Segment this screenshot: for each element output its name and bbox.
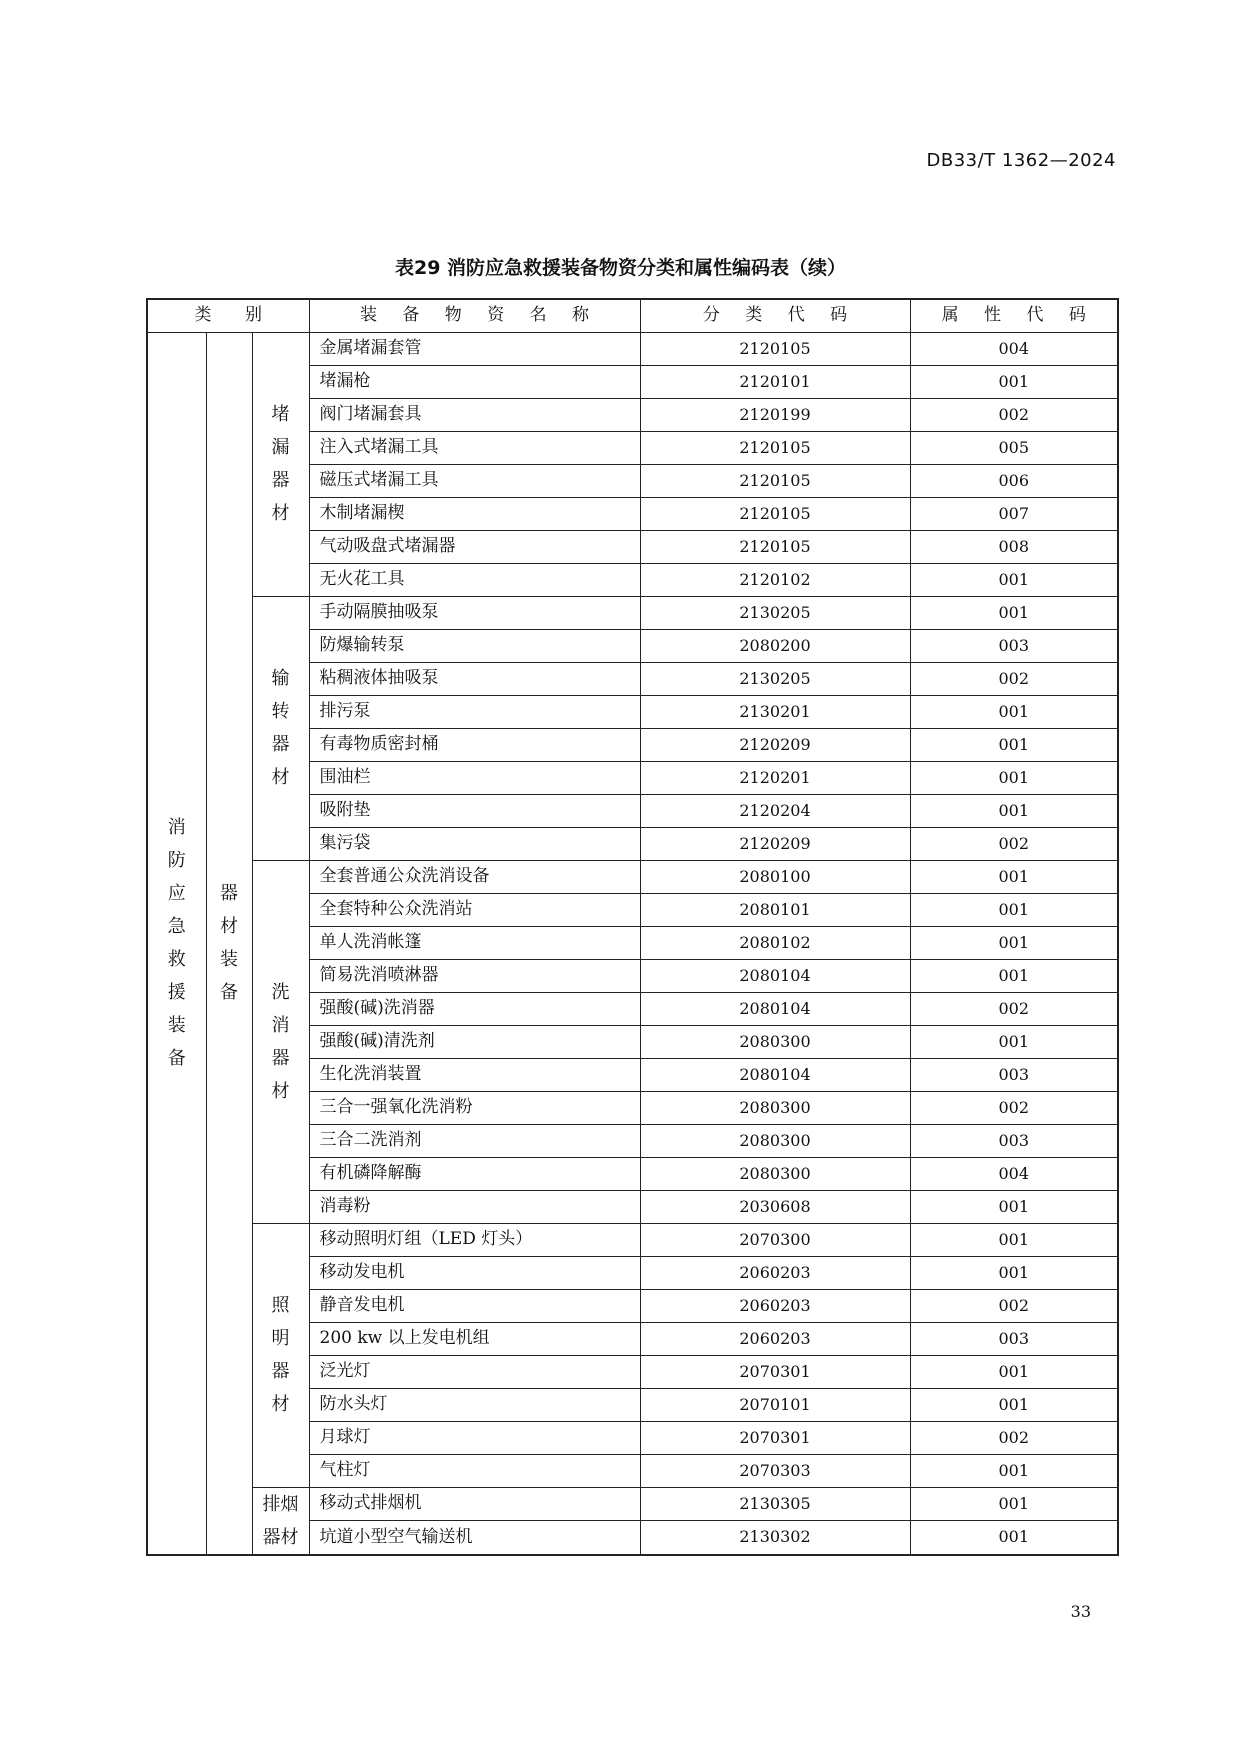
classification-code: 2120105 xyxy=(640,431,910,464)
classification-code: 2080200 xyxy=(640,629,910,662)
attribute-code: 007 xyxy=(910,497,1118,530)
classification-code: 2080100 xyxy=(640,860,910,893)
attribute-code: 001 xyxy=(910,1388,1118,1421)
classification-code: 2070300 xyxy=(640,1223,910,1256)
classification-code: 2060203 xyxy=(640,1322,910,1355)
classification-code: 2120105 xyxy=(640,464,910,497)
group-label: 堵漏器材 xyxy=(252,332,309,596)
attribute-code: 001 xyxy=(910,1487,1118,1521)
classification-code: 2080104 xyxy=(640,959,910,992)
item-name: 全套特种公众洗消站 xyxy=(309,893,640,926)
item-name: 粘稠液体抽吸泵 xyxy=(309,662,640,695)
table-row xyxy=(147,1487,1118,1521)
attribute-code: 001 xyxy=(910,959,1118,992)
classification-code: 2080300 xyxy=(640,1091,910,1124)
attribute-code: 008 xyxy=(910,530,1118,563)
item-name: 注入式堵漏工具 xyxy=(309,431,640,464)
attribute-code: 004 xyxy=(910,1157,1118,1190)
attribute-code: 001 xyxy=(910,761,1118,794)
classification-code: 2070101 xyxy=(640,1388,910,1421)
item-name: 三合二洗消剂 xyxy=(309,1124,640,1157)
attribute-code: 003 xyxy=(910,1322,1118,1355)
attribute-code: 001 xyxy=(910,728,1118,761)
table-row xyxy=(147,596,1118,629)
classification-code: 2130205 xyxy=(640,662,910,695)
classification-code: 2080101 xyxy=(640,893,910,926)
classification-code: 2120199 xyxy=(640,398,910,431)
item-name: 强酸(碱)清洗剂 xyxy=(309,1025,640,1058)
attribute-code: 001 xyxy=(910,563,1118,596)
item-name: 生化洗消装置 xyxy=(309,1058,640,1091)
classification-code: 2130201 xyxy=(640,695,910,728)
item-name: 木制堵漏楔 xyxy=(309,497,640,530)
header-name: 装 备 物 资 名 称 xyxy=(309,299,640,332)
attribute-code: 001 xyxy=(910,1256,1118,1289)
table-row xyxy=(147,332,1118,365)
item-name: 防水头灯 xyxy=(309,1388,640,1421)
classification-code: 2070301 xyxy=(640,1421,910,1454)
attribute-code: 002 xyxy=(910,1421,1118,1454)
item-name: 移动照明灯组（LED 灯头） xyxy=(309,1223,640,1256)
item-name: 移动式排烟机 xyxy=(309,1487,640,1521)
item-name: 排污泵 xyxy=(309,695,640,728)
item-name: 强酸(碱)洗消器 xyxy=(309,992,640,1025)
classification-code: 2120209 xyxy=(640,728,910,761)
classification-code: 2070303 xyxy=(640,1454,910,1487)
table-row xyxy=(147,1223,1118,1256)
item-name: 堵漏枪 xyxy=(309,365,640,398)
attribute-code: 001 xyxy=(910,695,1118,728)
classification-code: 2080300 xyxy=(640,1124,910,1157)
attribute-code: 002 xyxy=(910,398,1118,431)
group-label: 照明器材 xyxy=(252,1223,309,1487)
classification-code: 2080104 xyxy=(640,992,910,1025)
classification-code: 2120101 xyxy=(640,365,910,398)
group-label: 输转器材 xyxy=(252,596,309,860)
attribute-code: 003 xyxy=(910,1124,1118,1157)
table-row xyxy=(147,860,1118,893)
item-name: 泛光灯 xyxy=(309,1355,640,1388)
item-name: 吸附垫 xyxy=(309,794,640,827)
page-number: 33 xyxy=(1070,1602,1091,1621)
classification-code: 2080102 xyxy=(640,926,910,959)
item-name: 月球灯 xyxy=(309,1421,640,1454)
classification-code: 2080300 xyxy=(640,1157,910,1190)
classification-code: 2130305 xyxy=(640,1487,910,1521)
classification-code: 2120105 xyxy=(640,530,910,563)
item-name: 集污袋 xyxy=(309,827,640,860)
attribute-code: 001 xyxy=(910,1355,1118,1388)
classification-code: 2130205 xyxy=(640,596,910,629)
item-name: 坑道小型空气输送机 xyxy=(309,1521,640,1555)
classification-code: 2130302 xyxy=(640,1521,910,1555)
item-name: 三合一强氧化洗消粉 xyxy=(309,1091,640,1124)
attribute-code: 001 xyxy=(910,1190,1118,1223)
attribute-code: 001 xyxy=(910,794,1118,827)
attribute-code: 005 xyxy=(910,431,1118,464)
item-name: 消毒粉 xyxy=(309,1190,640,1223)
item-name: 200 kw 以上发电机组 xyxy=(309,1322,640,1355)
item-name: 手动隔膜抽吸泵 xyxy=(309,596,640,629)
classification-code: 2080300 xyxy=(640,1025,910,1058)
item-name: 围油栏 xyxy=(309,761,640,794)
classification-code: 2060203 xyxy=(640,1256,910,1289)
attribute-code: 001 xyxy=(910,1223,1118,1256)
classification-code: 2120204 xyxy=(640,794,910,827)
attribute-code: 001 xyxy=(910,926,1118,959)
table-title: 表29 消防应急救援装备物资分类和属性编码表（续） xyxy=(394,257,847,279)
group-label: 排烟器材 xyxy=(252,1487,309,1555)
item-name: 气动吸盘式堵漏器 xyxy=(309,530,640,563)
attribute-code: 004 xyxy=(910,332,1118,365)
attribute-code: 002 xyxy=(910,827,1118,860)
attribute-code: 003 xyxy=(910,629,1118,662)
item-name: 有毒物质密封桶 xyxy=(309,728,640,761)
group-label: 洗消器材 xyxy=(252,860,309,1223)
classification-code: 2120201 xyxy=(640,761,910,794)
classification-code: 2120102 xyxy=(640,563,910,596)
attribute-code: 003 xyxy=(910,1058,1118,1091)
item-name: 简易洗消喷淋器 xyxy=(309,959,640,992)
classification-code: 2080104 xyxy=(640,1058,910,1091)
classification-code: 2070301 xyxy=(640,1355,910,1388)
item-name: 单人洗消帐篷 xyxy=(309,926,640,959)
attribute-code: 006 xyxy=(910,464,1118,497)
classification-code: 2030608 xyxy=(640,1190,910,1223)
attribute-code: 002 xyxy=(910,992,1118,1025)
table-header-row xyxy=(147,299,1118,332)
attribute-code: 001 xyxy=(910,365,1118,398)
attribute-code: 001 xyxy=(910,1454,1118,1487)
item-name: 防爆输转泵 xyxy=(309,629,640,662)
classification-code: 2120105 xyxy=(640,497,910,530)
item-name: 全套普通公众洗消设备 xyxy=(309,860,640,893)
item-name: 无火花工具 xyxy=(309,563,640,596)
item-name: 磁压式堵漏工具 xyxy=(309,464,640,497)
header-code: 分 类 代 码 xyxy=(640,299,910,332)
attribute-code: 001 xyxy=(910,893,1118,926)
item-name: 移动发电机 xyxy=(309,1256,640,1289)
item-name: 有机磷降解酶 xyxy=(309,1157,640,1190)
item-name: 阀门堵漏套具 xyxy=(309,398,640,431)
item-name: 静音发电机 xyxy=(309,1289,640,1322)
attribute-code: 001 xyxy=(910,1521,1118,1555)
attribute-code: 002 xyxy=(910,1289,1118,1322)
document-code: DB33/T 1362—2024 xyxy=(926,150,1116,171)
equipment-code-table xyxy=(146,298,1119,1556)
header-attr: 属 性 代 码 xyxy=(910,299,1118,332)
header-category: 类 别 xyxy=(147,299,309,332)
classification-code: 2120209 xyxy=(640,827,910,860)
item-name: 气柱灯 xyxy=(309,1454,640,1487)
classification-code: 2120105 xyxy=(640,332,910,365)
level2-category: 器材装备 xyxy=(206,332,252,1555)
attribute-code: 002 xyxy=(910,1091,1118,1124)
level1-category: 消防应急救援装备 xyxy=(147,332,206,1555)
attribute-code: 001 xyxy=(910,1025,1118,1058)
attribute-code: 001 xyxy=(910,596,1118,629)
item-name: 金属堵漏套管 xyxy=(309,332,640,365)
attribute-code: 001 xyxy=(910,860,1118,893)
attribute-code: 002 xyxy=(910,662,1118,695)
classification-code: 2060203 xyxy=(640,1289,910,1322)
